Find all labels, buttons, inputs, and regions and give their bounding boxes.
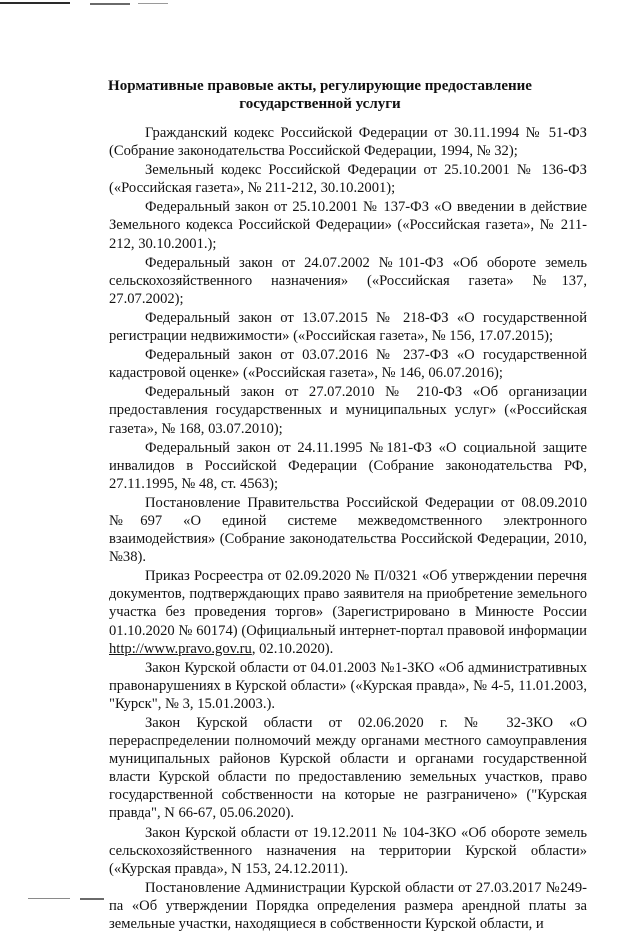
link-suffix: , 02.10.2020). [251, 640, 334, 657]
scan-artifact-top [90, 3, 130, 5]
paragraph-text: Приказ Росреестра от 02.09.2020 № П/0321 «Об утверждении перечня документов, подтверждающих право заявителя на приобретение земельного участка без проведения торгов» (Зарегистрировано в Минюсте России 01.10.2020 № 60174) (Официальный интернет-портал правовой информации [109, 568, 587, 639]
pravo-gov-link[interactable]: http://www.pravo.gov.ru [109, 640, 252, 657]
paragraph: Закон Курской области от 19.12.2011 № 104-ЗКО «Об обороте земель сельскохозяйственного назначения на территории Курской области» («Курская правда», N 153, 24.12.2011). [109, 824, 587, 877]
paragraph: Постановление Правительства Российской Федерации от 08.09.2010 №697 «О единой системе межведомственного электронного взаимодействия» (Собрание законодательства Российской Федерации, 2010, №38). [109, 494, 587, 566]
scan-artifact-top [138, 3, 168, 4]
paragraph: Постановление Администрации Курской области от 27.03.2017 №249-па «Об утверждении Порядка определения размера арендной платы за земельные участки, находящиеся в собственности Курской области, и [109, 879, 587, 933]
paragraph: Гражданский кодекс Российской Федерации от 30.11.1994 № 51-ФЗ (Собрание законодательства Российской Федерации, 1994, № 32); [109, 125, 587, 160]
paragraph: Земельный кодекс Российской Федерации от 25.10.2001 № 136-ФЗ («Российская газета», № 211-212, 30.10.2001); [109, 162, 587, 197]
title-line-2: государственной услуги [239, 96, 401, 112]
scan-artifact-bottom [28, 898, 70, 899]
paragraph: Федеральный закон от 24.11.1995 №181-ФЗ «О социальной защите инвалидов в Российской Федерации (Собрание законодательства РФ, 27.11.1995, № 48, ст. 4563); [109, 439, 587, 492]
paragraph: Федеральный закон от 27.07.2010 № 210-ФЗ «Об организации предоставления государственных и муниципальных услуг» («Российская газета», № 168, 03.07.2010); [109, 384, 587, 437]
paragraph: Федеральный закон от 13.07.2015 № 218-ФЗ «О государственной регистрации недвижимости» («Российская газета», № 156, 17.07.2015); [109, 309, 587, 345]
paragraph: Закон Курской области от 02.06.2020 г. № 32-ЗКО «О перераспределении полномочий между органами местного самоуправления муниципальных районов Курской области и органами государственной власти Курской области по предоставлению земельных участков, право государственной собственности на которые не разграничено» ("Курская правда", N 66-67, 05.06.2020). [109, 715, 587, 822]
document-body [109, 124, 587, 934]
paragraph-with-link [109, 567, 587, 657]
paragraph: Закон Курской области от 04.01.2003 №1-ЗКО «Об административных правонарушениях в Курской области» («Курская правда», № 4-5, 11.01.2003, "Курск", № 3, 15.01.2003.). [109, 659, 587, 712]
document-title [100, 77, 540, 113]
scan-artifact-bottom [80, 898, 104, 900]
paragraph: Федеральный закон от 24.07.2002 №101-ФЗ «Об обороте земель сельскохозяйственного назначения» («Российская газета» №137, 27.07.2002); [109, 254, 587, 307]
title-line-1: Нормативные правовые акты, регулирующие предоставление [108, 78, 532, 94]
paragraph: Федеральный закон от 25.10.2001 № 137-ФЗ «О введении в действие Земельного кодекса Российской Федерации» («Российская газета», № 211-212, 30.10.2001.); [109, 199, 587, 252]
scan-artifact-top [0, 2, 70, 4]
paragraph: Федеральный закон от 03.07.2016 № 237-ФЗ «О государственной кадастровой оценке» («Российская газета», № 146, 06.07.2016); [109, 347, 587, 382]
